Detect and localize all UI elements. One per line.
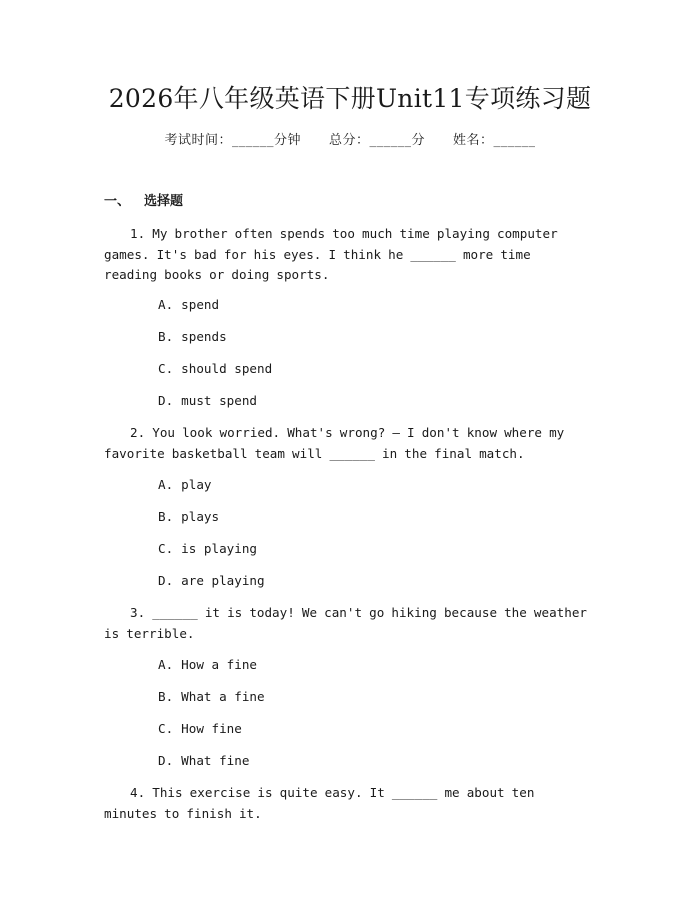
- question-option: [158, 327, 227, 347]
- question-stem: 3. ______ it is today! We can't go hiking because the weather is terrible.: [104, 605, 588, 641]
- question-option: [158, 751, 249, 771]
- option-letter: D.: [158, 393, 174, 408]
- question-stem: 2. You look worried. What's wrong? — I don't know where my favorite basketball team will ______ in the final match.: [104, 425, 565, 461]
- option-text: is playing: [181, 541, 257, 556]
- section-heading: [104, 192, 183, 212]
- option-text: How a fine: [181, 657, 257, 672]
- option-letter: B.: [158, 689, 174, 704]
- option-text: spends: [181, 329, 227, 344]
- option-letter: A.: [158, 477, 174, 492]
- option-text: play: [181, 477, 212, 492]
- section-number: 一、: [104, 194, 131, 209]
- exam-score-field: 总分：______分: [328, 133, 425, 148]
- option-letter: A.: [158, 657, 174, 672]
- exam-meta-line: [0, 131, 700, 151]
- option-letter: D.: [158, 753, 174, 768]
- question-option: [158, 359, 272, 379]
- question-option: [158, 475, 212, 495]
- option-text: are playing: [181, 573, 265, 588]
- student-name-field: 姓名：______: [453, 133, 536, 148]
- option-text: What a fine: [181, 689, 265, 704]
- option-text: should spend: [181, 361, 273, 376]
- question-option: [158, 571, 265, 591]
- option-letter: D.: [158, 573, 174, 588]
- option-letter: B.: [158, 329, 174, 344]
- option-text: plays: [181, 509, 220, 524]
- option-text: What fine: [181, 753, 250, 768]
- option-letter: C.: [158, 361, 174, 376]
- question-option: [158, 391, 257, 411]
- option-letter: A.: [158, 297, 174, 312]
- option-text: How fine: [181, 721, 242, 736]
- exam-time-field: 考试时间：______分钟: [164, 133, 301, 148]
- section-title: 选择题: [144, 194, 184, 209]
- option-text: must spend: [181, 393, 257, 408]
- page-title: 2026年八年级英语下册Unit11专项练习题: [108, 84, 592, 113]
- option-letter: B.: [158, 509, 174, 524]
- option-letter: C.: [158, 541, 174, 556]
- question-option: [158, 295, 219, 315]
- question-option: [158, 507, 219, 527]
- question-option: [158, 719, 242, 739]
- question-option: [158, 687, 265, 707]
- question-option: [158, 539, 257, 559]
- question-stem: 1. My brother often spends too much time playing computer games. It's bad for his eyes. I think he ______ more time reading books or doing sports.: [104, 226, 558, 282]
- question-stem: 4. This exercise is quite easy. It ______ me about ten minutes to finish it.: [104, 785, 535, 821]
- question-option: [158, 655, 257, 675]
- option-text: spend: [181, 297, 220, 312]
- option-letter: C.: [158, 721, 174, 736]
